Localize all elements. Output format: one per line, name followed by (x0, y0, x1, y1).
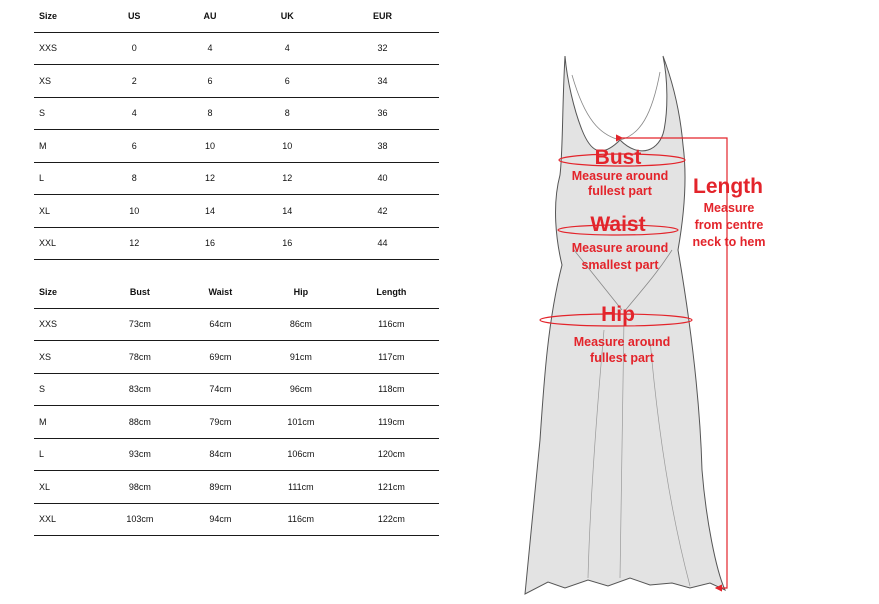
size-cell: M (39, 140, 47, 151)
size-cell: L (39, 173, 45, 184)
length-cell: 120cm (377, 449, 405, 460)
uk-cell: 6 (284, 75, 290, 86)
size-cell: XXL (39, 238, 57, 249)
hip-desc-line1: Measure around (573, 335, 671, 349)
bust-cell: 88cm (128, 416, 151, 427)
table-row (34, 503, 439, 536)
header-cell: US (127, 10, 141, 21)
bust-desc-line1: Measure around (571, 169, 669, 183)
hip-cell: 96cm (289, 384, 312, 395)
length-title: Length (693, 175, 763, 198)
eur-cell: 40 (377, 173, 388, 184)
hip-desc-line2: fullest part (590, 351, 654, 365)
hip-cell: 91cm (289, 351, 312, 362)
waist-title: Waist (590, 213, 646, 236)
body-measurement-table (34, 276, 439, 536)
au-cell: 16 (205, 238, 216, 249)
hip-cell: 111cm (287, 481, 314, 492)
bust-cell: 98cm (128, 481, 151, 492)
table-row (34, 97, 439, 130)
size-cell: XXS (39, 319, 58, 330)
table-row (34, 308, 439, 341)
length-cell: 118cm (378, 384, 405, 395)
bust-title: Bust (594, 146, 642, 169)
eur-cell: 32 (377, 43, 388, 54)
neckline-drape (572, 72, 660, 140)
size-cell: L (39, 449, 45, 460)
us-cell: 4 (131, 108, 137, 119)
table-header-row (34, 276, 439, 308)
us-cell: 10 (129, 205, 140, 216)
length-cell: 122cm (377, 514, 405, 525)
waist-cell: 89cm (209, 481, 232, 492)
us-cell: 8 (131, 173, 137, 184)
table-row (34, 32, 439, 65)
waist-cell: 64cm (209, 319, 232, 330)
eur-cell: 36 (377, 108, 388, 119)
bust-cell: 103cm (126, 514, 154, 525)
us-cell: 12 (129, 238, 140, 249)
size-cell: XXS (39, 43, 58, 54)
header-cell: UK (280, 10, 294, 21)
size-cell: S (39, 384, 46, 395)
header-cell: AU (203, 10, 217, 21)
waist-cell: 94cm (209, 514, 232, 525)
us-cell: 0 (131, 43, 137, 54)
bust-cell: 83cm (128, 384, 151, 395)
au-cell: 8 (207, 108, 213, 119)
size-cell: XL (39, 205, 51, 216)
bust-desc-line2: fullest part (588, 184, 652, 198)
table-row (34, 65, 439, 98)
waist-cell: 79cm (209, 416, 232, 427)
table-row (34, 341, 439, 374)
table-row (34, 438, 439, 471)
table-row (34, 162, 439, 195)
table-row (34, 227, 439, 260)
au-cell: 4 (207, 43, 213, 54)
us-cell: 2 (131, 75, 137, 86)
size-cell: S (39, 108, 46, 119)
waist-desc-line1: Measure around (571, 241, 669, 255)
size-conversion-table (34, 0, 439, 260)
au-cell: 10 (205, 140, 216, 151)
eur-cell: 42 (377, 205, 388, 216)
table-row (34, 195, 439, 228)
bust-cell: 73cm (128, 319, 151, 330)
dress-measurement-diagram (515, 48, 795, 600)
waist-cell: 74cm (209, 384, 232, 395)
header-cell: EUR (372, 10, 392, 21)
eur-cell: 38 (377, 140, 388, 151)
table-row (34, 406, 439, 439)
waist-desc-line2: smallest part (581, 258, 659, 272)
waist-cell: 69cm (209, 351, 232, 362)
header-cell: Hip (293, 286, 309, 297)
uk-cell: 10 (282, 140, 293, 151)
size-cell: XS (39, 351, 52, 362)
header-cell: Size (39, 286, 58, 297)
size-cell: XL (39, 481, 51, 492)
au-cell: 14 (205, 205, 216, 216)
hip-cell: 106cm (287, 449, 315, 460)
length-desc-line1: Measure (703, 201, 755, 215)
au-cell: 12 (205, 173, 216, 184)
bust-cell: 78cm (128, 351, 151, 362)
header-cell: Waist (208, 286, 233, 297)
length-desc-line3: neck to hem (692, 235, 766, 249)
size-cell: XXL (39, 514, 57, 525)
table-row (34, 373, 439, 406)
header-cell: Bust (129, 286, 150, 297)
hip-title: Hip (601, 303, 635, 326)
eur-cell: 44 (377, 238, 388, 249)
size-cell: M (39, 416, 47, 427)
au-cell: 6 (207, 75, 213, 86)
length-cell: 117cm (378, 351, 405, 362)
header-cell: Length (376, 286, 407, 297)
waist-cell: 84cm (209, 449, 232, 460)
uk-cell: 4 (284, 43, 290, 54)
table-row (34, 130, 439, 163)
size-cell: XS (39, 75, 52, 86)
uk-cell: 12 (282, 173, 293, 184)
bust-cell: 93cm (128, 449, 151, 460)
hip-cell: 86cm (289, 319, 312, 330)
uk-cell: 8 (284, 108, 290, 119)
table-row (34, 471, 439, 504)
length-cell: 121cm (377, 481, 405, 492)
header-cell: Size (39, 10, 58, 21)
length-desc-line2: from centre (694, 218, 764, 232)
uk-cell: 16 (282, 238, 293, 249)
us-cell: 6 (131, 140, 137, 151)
table-header-row (34, 0, 439, 32)
uk-cell: 14 (282, 205, 293, 216)
hip-cell: 101cm (287, 416, 315, 427)
length-cell: 119cm (378, 416, 405, 427)
eur-cell: 34 (377, 75, 388, 86)
hip-cell: 116cm (287, 514, 314, 525)
length-cell: 116cm (378, 319, 405, 330)
